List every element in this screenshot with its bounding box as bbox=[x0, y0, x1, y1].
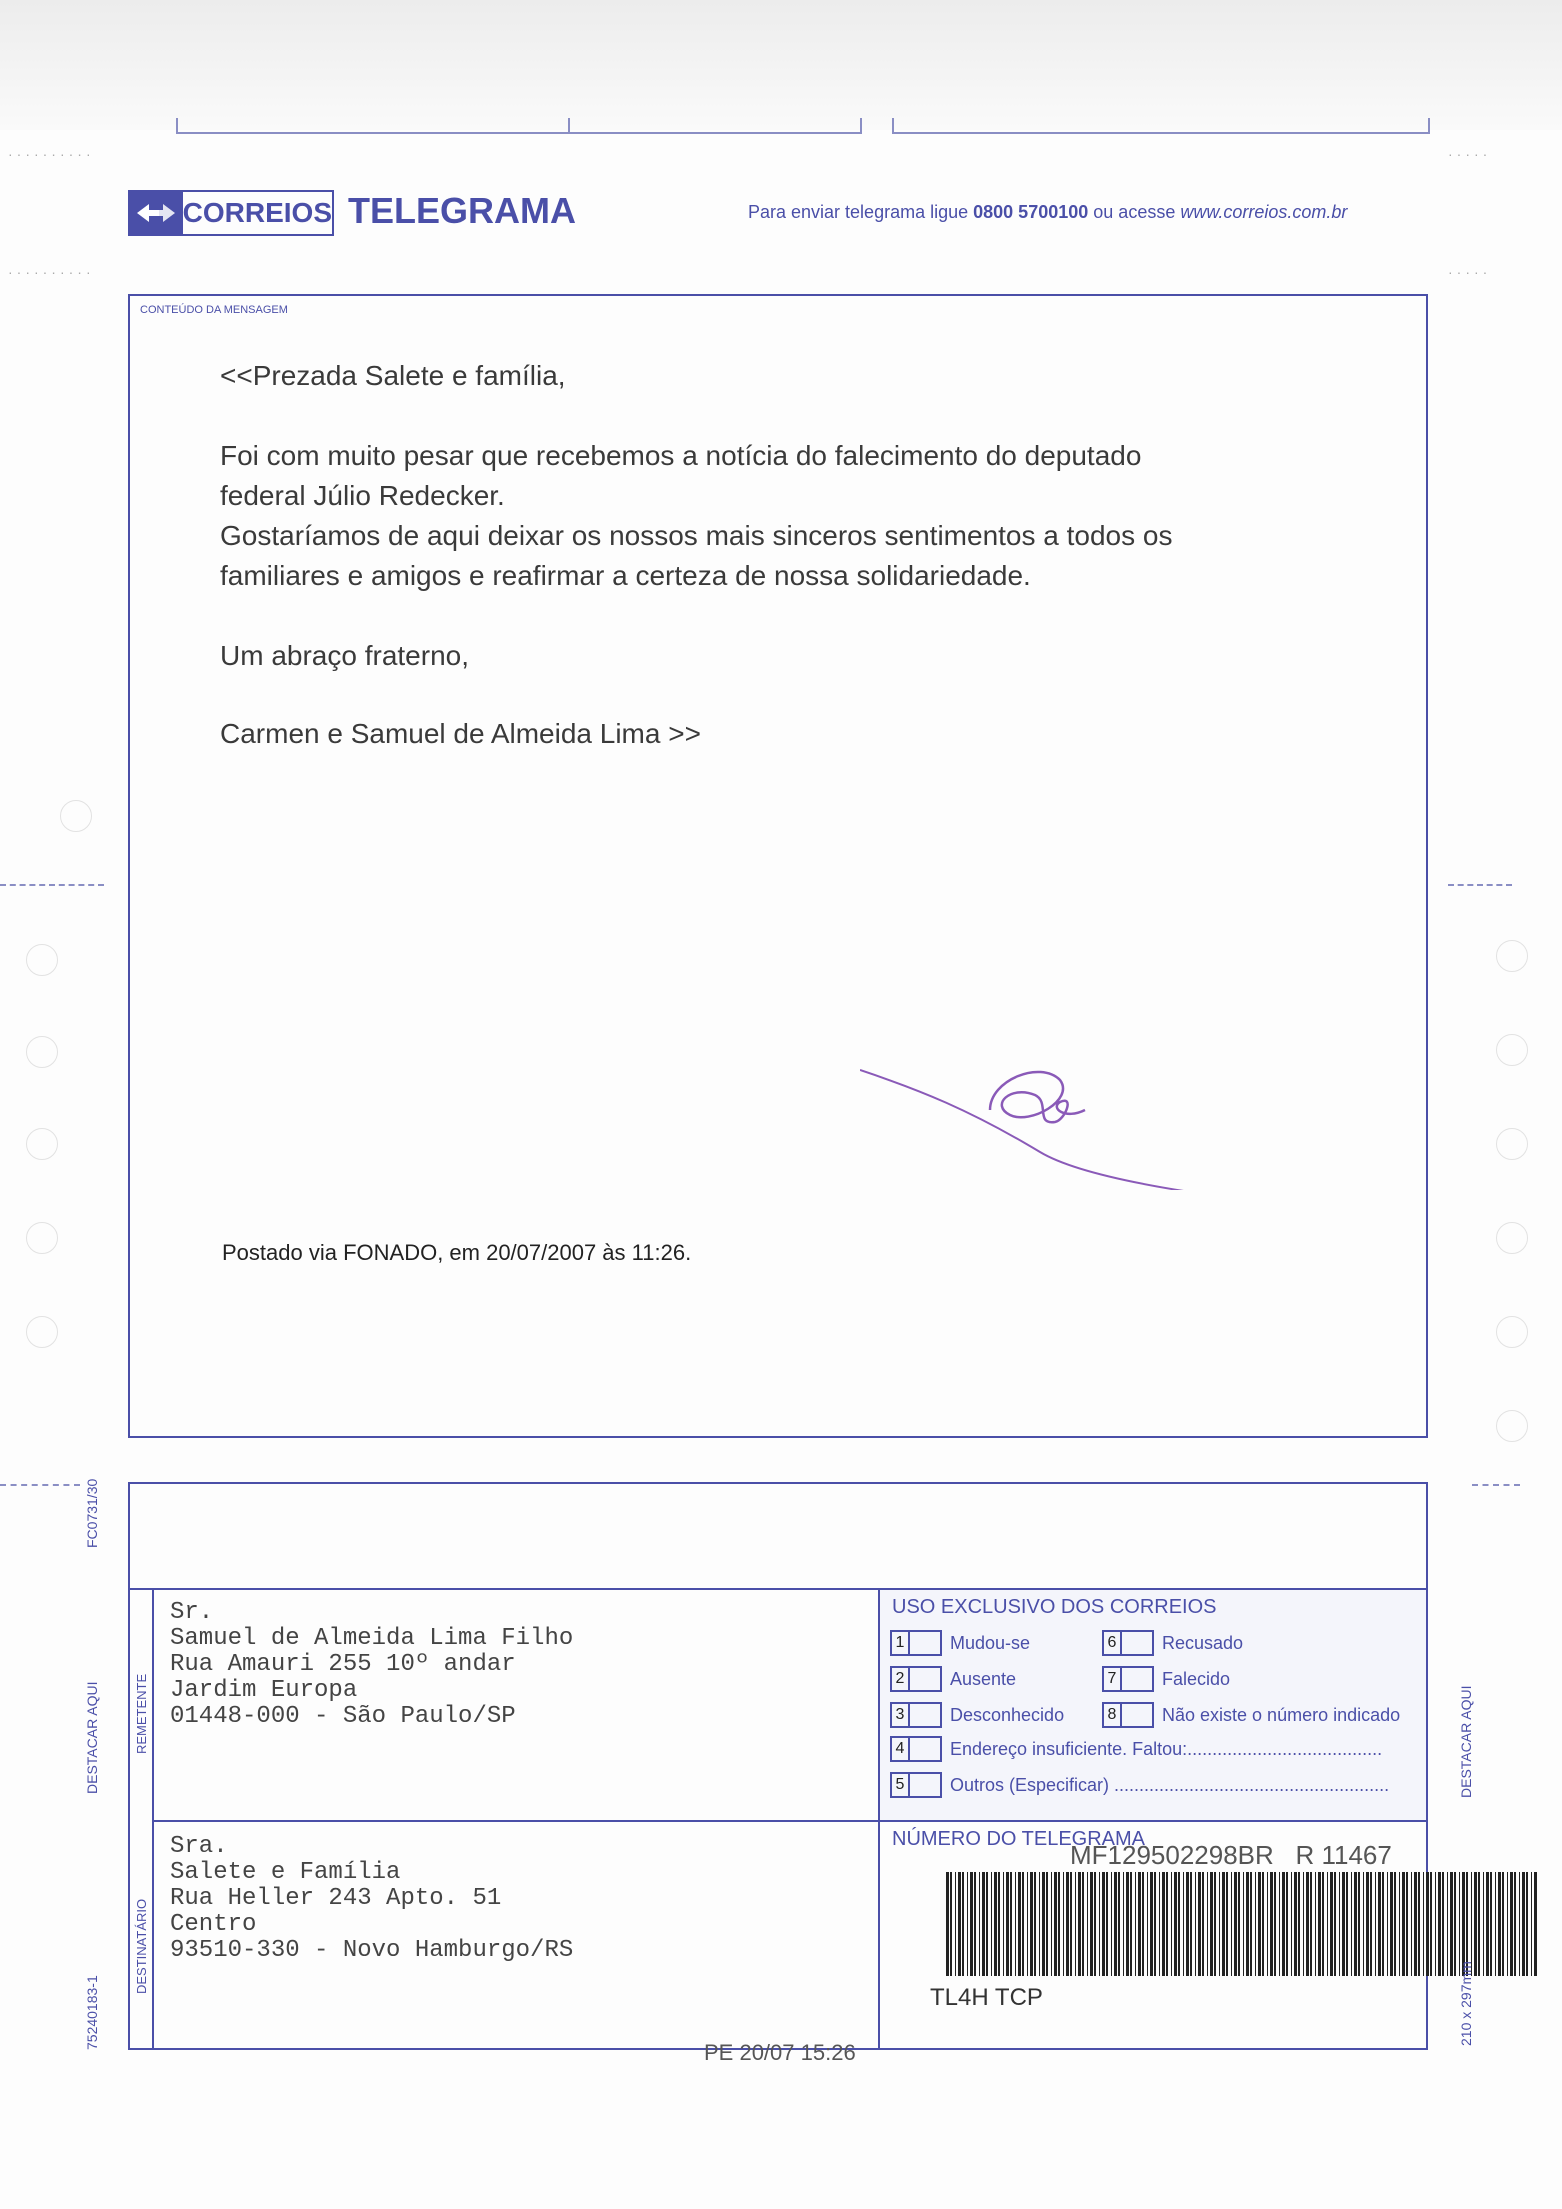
sender-line: Sr. bbox=[170, 1599, 214, 1626]
contact-info bbox=[748, 202, 1347, 223]
tractor-hole bbox=[1496, 1222, 1528, 1254]
sender-line: Samuel de Almeida Lima Filho bbox=[170, 1625, 574, 1652]
document-title: TELEGRAMA bbox=[348, 190, 576, 231]
correios-arrows-icon bbox=[130, 192, 183, 234]
barcode-icon bbox=[946, 1872, 1542, 1976]
recipient-line: Centro bbox=[170, 1911, 257, 1938]
serial-number: 75240183-1 bbox=[84, 1975, 100, 2050]
tear-line bbox=[0, 1484, 80, 1486]
message-line: <<Prezada Salete e família, bbox=[220, 360, 566, 391]
return-reason-option[interactable]: 2 Ausente bbox=[890, 1666, 1016, 1692]
tracking-number: MF129502298BR bbox=[1070, 1840, 1274, 1870]
paper-size: 210 x 297mm bbox=[1458, 1961, 1474, 2046]
tractor-hole bbox=[26, 1128, 58, 1160]
tractor-hole bbox=[1496, 940, 1528, 972]
telegram-number bbox=[1070, 1840, 1392, 1871]
return-reason-option[interactable]: 7 Falecido bbox=[1102, 1666, 1230, 1692]
checkbox[interactable] bbox=[910, 1702, 942, 1728]
service-code: TL4H TCP bbox=[930, 1984, 1043, 2011]
top-stub-right bbox=[892, 118, 1430, 134]
message-line: Gostaríamos de aqui deixar os nossos mais sinceros sentimentos a todos os bbox=[220, 520, 1173, 551]
recipient-line: Salete e Família bbox=[170, 1859, 401, 1886]
contact-middle: ou acesse bbox=[1093, 202, 1176, 222]
checkbox[interactable] bbox=[1122, 1666, 1154, 1692]
posted-info: Postado via FONADO, em 20/07/2007 às 11:26. bbox=[222, 1240, 692, 1265]
tear-line bbox=[1472, 1484, 1520, 1486]
correios-logo bbox=[128, 190, 334, 236]
tractor-hole bbox=[26, 1316, 58, 1348]
return-reason-option[interactable]: 3 Desconhecido bbox=[890, 1702, 1064, 1728]
tractor-hole bbox=[1496, 1410, 1528, 1442]
checkbox[interactable] bbox=[910, 1772, 942, 1798]
message-line: Um abraço fraterno, bbox=[220, 640, 469, 671]
tractor-hole bbox=[1496, 1128, 1528, 1160]
message-line: familiares e amigos e reafirmar a certeza de nossa solidariedade. bbox=[220, 560, 1031, 591]
tractor-hole bbox=[26, 1222, 58, 1254]
checkbox[interactable] bbox=[910, 1736, 942, 1762]
return-reason-option[interactable]: 1 Mudou-se bbox=[890, 1630, 1030, 1656]
return-reason-option[interactable]: 8 Não existe o número indicado bbox=[1102, 1702, 1400, 1728]
telegram-number-title: NÚMERO DO TELEGRAMA bbox=[892, 1828, 1145, 1850]
address-section bbox=[128, 1482, 1428, 2050]
tractor-hole bbox=[1496, 1034, 1528, 1066]
message-line: Foi com muito pesar que recebemos a notícia do falecimento do deputado bbox=[220, 440, 1142, 471]
return-reason-option[interactable]: 4 Endereço insuficiente. Faltou:....................................... bbox=[890, 1736, 1382, 1762]
top-stub-left bbox=[176, 118, 570, 134]
checkbox[interactable] bbox=[910, 1666, 942, 1692]
perforation-dots: ·········· bbox=[8, 146, 95, 162]
message-box bbox=[128, 294, 1428, 1438]
phone-number: 0800 5700100 bbox=[973, 202, 1089, 222]
recipient-label: DESTINATÁRIO bbox=[134, 1898, 149, 1994]
recipient-line: Rua Heller 243 Apto. 51 bbox=[170, 1885, 502, 1912]
sender-line: Rua Amauri 255 10º andar bbox=[170, 1651, 516, 1678]
tear-line bbox=[0, 884, 104, 886]
sender-line: 01448-000 - São Paulo/SP bbox=[170, 1703, 516, 1730]
return-reason-option[interactable]: 5 Outros (Especificar) ....................................................... bbox=[890, 1772, 1389, 1798]
postmark-stamp: PE 20/07 15:26 bbox=[704, 2040, 856, 2065]
tear-line bbox=[1448, 884, 1512, 886]
tractor-hole bbox=[60, 800, 92, 832]
tractor-hole bbox=[1496, 1316, 1528, 1348]
sender-label: REMETENTE bbox=[134, 1673, 149, 1754]
checkbox[interactable] bbox=[1122, 1630, 1154, 1656]
logo-text: CORREIOS bbox=[182, 197, 332, 228]
contact-prefix: Para enviar telegrama ligue bbox=[748, 202, 969, 222]
checkbox[interactable] bbox=[1122, 1702, 1154, 1728]
message-line: Carmen e Samuel de Almeida Lima >> bbox=[220, 718, 701, 749]
perforation-dots: ····· bbox=[1448, 264, 1492, 280]
perforation-dots: ·········· bbox=[8, 264, 95, 280]
perforation-dots: ····· bbox=[1448, 146, 1492, 162]
sender-line: Jardim Europa bbox=[170, 1677, 358, 1704]
form-code: FC0731/30 bbox=[84, 1478, 100, 1548]
website-link[interactable]: www.correios.com.br bbox=[1180, 202, 1348, 222]
checkbox[interactable] bbox=[910, 1630, 942, 1656]
detach-here-right: DESTACAR AQUI bbox=[1458, 1685, 1474, 1798]
signature-icon bbox=[860, 1040, 1200, 1190]
recipient-line: 93510-330 - Novo Hamburgo/RS bbox=[170, 1937, 574, 1964]
top-strip bbox=[0, 0, 1562, 130]
top-stub-mid bbox=[568, 118, 862, 134]
tractor-hole bbox=[26, 944, 58, 976]
detach-here-left: DESTACAR AQUI bbox=[84, 1681, 100, 1794]
tractor-hole bbox=[26, 1036, 58, 1068]
message-line: federal Júlio Redecker. bbox=[220, 480, 505, 511]
correios-use-area bbox=[880, 1590, 1426, 1820]
message-label: CONTEÚDO DA MENSAGEM bbox=[140, 304, 288, 316]
correios-use-title: USO EXCLUSIVO DOS CORREIOS bbox=[892, 1596, 1217, 1618]
recipient-line: Sra. bbox=[170, 1833, 228, 1860]
return-reason-option[interactable]: 6 Recusado bbox=[1102, 1630, 1243, 1656]
registration-code: R 11467 bbox=[1295, 1840, 1392, 1870]
